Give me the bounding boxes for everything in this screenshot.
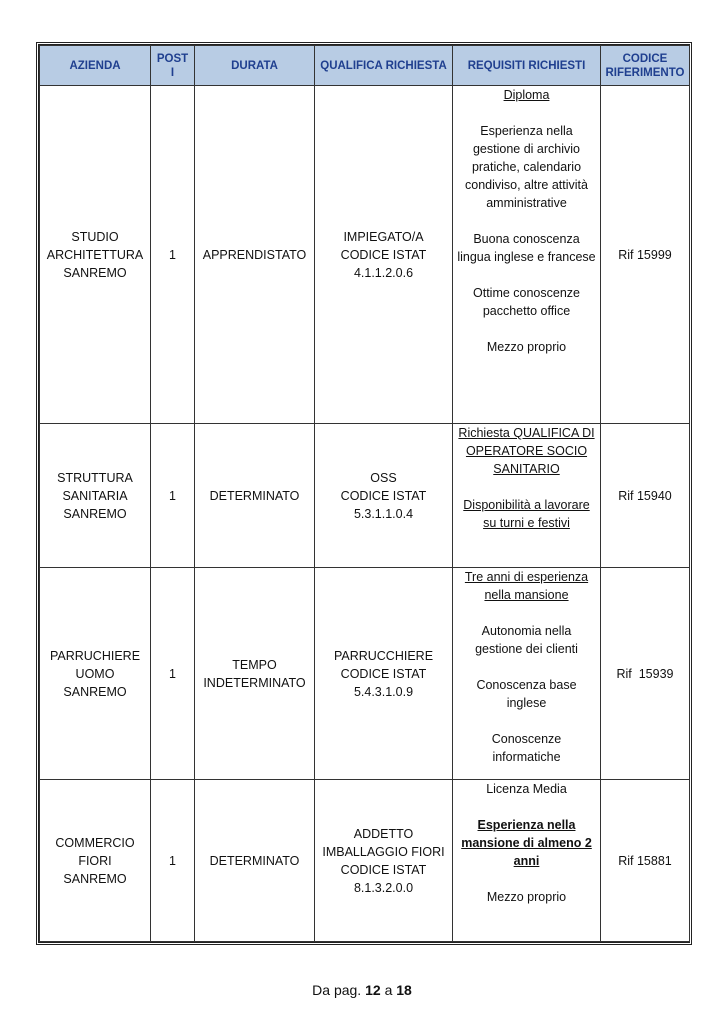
requisito-text: Richiesta QUALIFICA DI OPERATORE SOCIO SANITARIO: [458, 426, 595, 476]
qualifica-line: CODICE ISTAT: [340, 666, 427, 681]
footer-prefix: Da pag.: [312, 982, 362, 998]
header-codice-line2: RIFERIMENTO: [605, 66, 685, 79]
azienda-line: SANITARIA: [62, 488, 128, 503]
table-header-row: [40, 46, 690, 86]
qualifica-line: CODICE ISTAT: [340, 488, 427, 503]
footer-separator: a: [384, 982, 393, 998]
cell-azienda: [40, 780, 151, 942]
azienda-line: UOMO: [75, 666, 115, 681]
azienda-line: SANREMO: [63, 265, 127, 280]
cell-posti: 1: [151, 424, 195, 568]
table-row: [40, 424, 690, 568]
header-posti-line1: POST: [156, 52, 189, 65]
header-codice: [601, 46, 690, 86]
requisito-text: Ottime conoscenze pacchetto office: [473, 286, 580, 318]
qualifica-line: IMBALLAGGIO FIORI: [322, 844, 445, 859]
cell-requisiti: [453, 424, 601, 568]
cell-durata: [195, 86, 315, 424]
cell-durata: [195, 780, 315, 942]
header-azienda: AZIENDA: [40, 46, 151, 86]
azienda-line: SANREMO: [63, 684, 127, 699]
requisito-text: Autonomia nella gestione dei clienti: [475, 624, 578, 656]
requisito-text: Licenza Media: [486, 782, 567, 796]
footer-total-pages: 18: [396, 982, 412, 998]
qualifica-line: 4.1.1.2.0.6: [353, 265, 414, 280]
table-row: [40, 568, 690, 780]
qualifica-line: 5.4.3.1.0.9: [353, 684, 414, 699]
cell-posti: 1: [151, 780, 195, 942]
azienda-line: PARRUCHIERE: [49, 648, 141, 663]
azienda-line: COMMERCIO: [55, 835, 135, 850]
durata-line: APPRENDISTATO: [202, 247, 307, 262]
requisito-text: Mezzo proprio: [486, 890, 567, 904]
requisito-text: Mezzo proprio: [486, 340, 567, 354]
page-footer: [0, 982, 724, 998]
qualifica-line: 8.1.3.2.0.0: [353, 880, 414, 895]
cell-codice: Rif 15999: [601, 86, 690, 424]
cell-posti: 1: [151, 568, 195, 780]
header-requisiti: REQUISITI RICHIESTI: [453, 46, 601, 86]
azienda-line: SANREMO: [63, 871, 127, 886]
table-row: [40, 86, 690, 424]
cell-requisiti: [453, 568, 601, 780]
cell-qualifica: [315, 780, 453, 942]
cell-qualifica: [315, 568, 453, 780]
header-codice-line1: CODICE: [622, 52, 668, 65]
qualifica-line: ADDETTO: [353, 826, 414, 841]
header-posti: [151, 46, 195, 86]
qualifica-line: PARRUCCHIERE: [333, 648, 434, 663]
durata-line: TEMPO: [232, 657, 277, 672]
qualifica-line: CODICE ISTAT: [340, 862, 427, 877]
azienda-line: ARCHITETTURA: [46, 247, 144, 262]
cell-azienda: [40, 568, 151, 780]
qualifica-line: OSS: [370, 470, 397, 485]
requisito-text: Disponibilità a lavorare su turni e festivi: [463, 498, 590, 530]
job-offers-table-frame: [36, 42, 692, 945]
qualifica-line: IMPIEGATO/A: [343, 229, 424, 244]
azienda-line: SANREMO: [63, 506, 127, 521]
cell-durata: [195, 568, 315, 780]
qualifica-line: CODICE ISTAT: [340, 247, 427, 262]
requisito-text: Esperienza nella mansione di almeno 2 anni: [461, 818, 592, 868]
cell-codice: Rif 15939: [601, 568, 690, 780]
cell-requisiti: [453, 780, 601, 942]
job-offers-table: [39, 45, 690, 942]
durata-line: INDETERMINATO: [203, 675, 306, 690]
cell-qualifica: [315, 424, 453, 568]
durata-line: DETERMINATO: [209, 853, 300, 868]
azienda-line: STRUTTURA: [57, 470, 133, 485]
requisito-text: Diploma: [503, 88, 550, 102]
table-row: [40, 780, 690, 942]
header-qualifica: QUALIFICA RICHIESTA: [315, 46, 453, 86]
footer-page-number: 12: [365, 982, 381, 998]
requisito-text: Conoscenze informatiche: [491, 732, 562, 764]
cell-durata: [195, 424, 315, 568]
requisito-text: Conoscenza base inglese: [476, 678, 577, 710]
header-durata: DURATA: [195, 46, 315, 86]
cell-qualifica: [315, 86, 453, 424]
cell-codice: Rif 15881: [601, 780, 690, 942]
header-posti-line2: I: [170, 66, 175, 79]
cell-azienda: [40, 424, 151, 568]
requisito-text: Buona conoscenza lingua inglese e francese: [457, 232, 596, 264]
cell-codice: Rif 15940: [601, 424, 690, 568]
requisito-text: Tre anni di esperienza nella mansione: [464, 570, 589, 602]
cell-azienda: [40, 86, 151, 424]
durata-line: DETERMINATO: [209, 488, 300, 503]
azienda-line: FIORI: [78, 853, 112, 868]
cell-posti: 1: [151, 86, 195, 424]
azienda-line: STUDIO: [71, 229, 119, 244]
requisito-text: Esperienza nella gestione di archivio pratiche, calendario condiviso, altre attività amministrative: [465, 124, 588, 210]
qualifica-line: 5.3.1.1.0.4: [353, 506, 414, 521]
cell-requisiti: [453, 86, 601, 424]
